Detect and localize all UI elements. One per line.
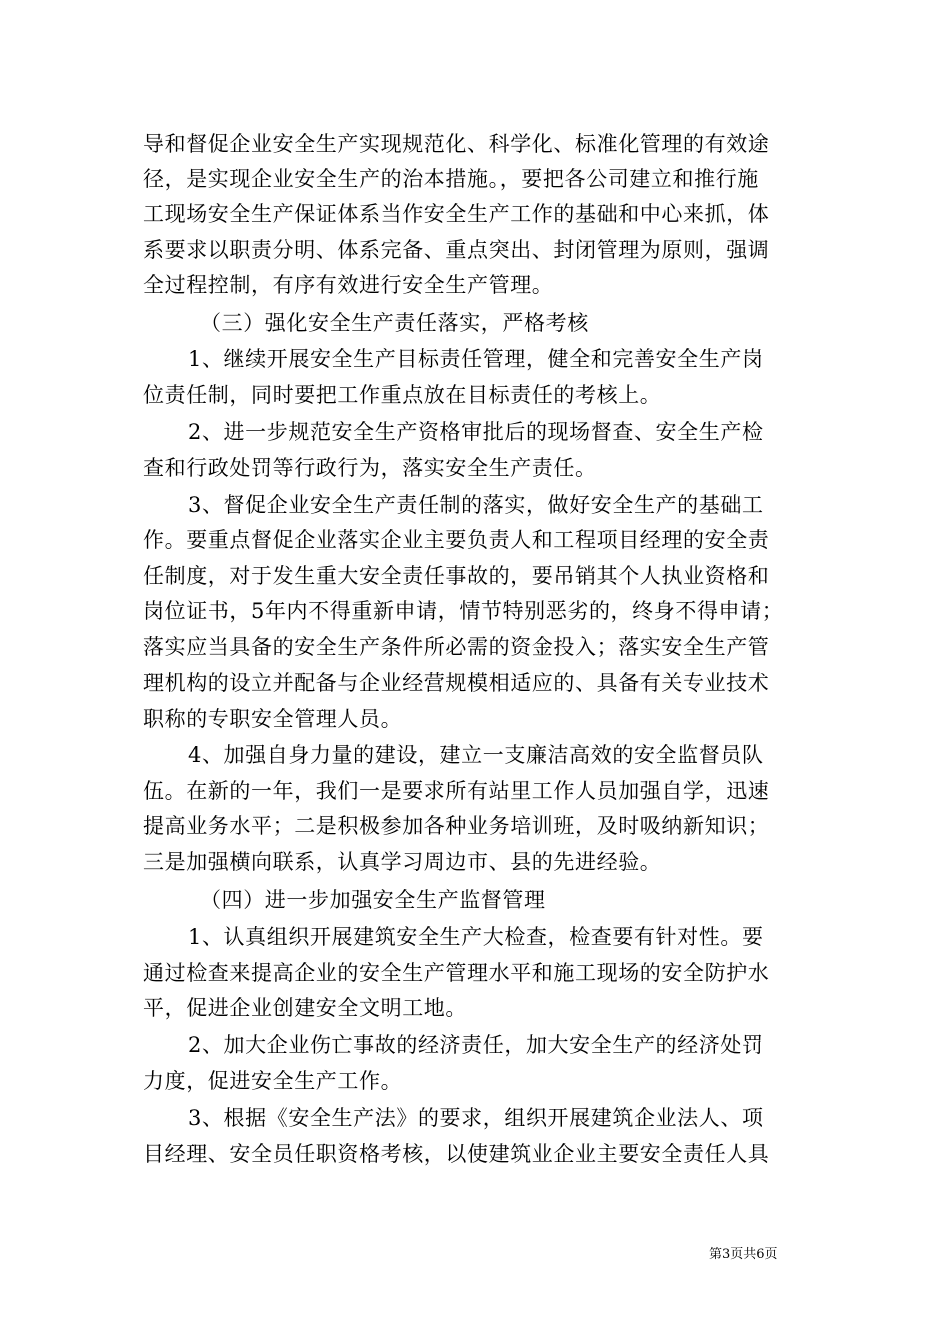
paragraph-line: 径，是实现企业安全生产的治本措施。，要把各公司建立和推行施 (143, 167, 759, 191)
paragraph-line: 位责任制，同时要把工作重点放在目标责任的考核上。 (143, 383, 662, 407)
section-heading: （四）进一步加强安全生产监督管理 (200, 888, 546, 912)
paragraph-line: 作。要重点督促企业落实企业主要负责人和工程项目经理的安全责 (143, 528, 770, 552)
paragraph-line: 落实应当具备的安全生产条件所必需的资金投入；落实安全生产管 (143, 635, 770, 659)
paragraph-line: 三是加强横向联系，认真学习周边市、县的先进经验。 (143, 850, 662, 874)
paragraph-line: 系要求以职责分明、体系完备、重点突出、封闭管理为原则，强调 (143, 238, 770, 262)
paragraph-line: 任制度，对于发生重大安全责任事故的，要吊销其个人执业资格和 (143, 564, 770, 588)
paragraph-line: 2、进一步规范安全生产资格审批后的现场督查、安全生产检 (188, 420, 764, 444)
paragraph-line: 1、继续开展安全生产目标责任管理，健全和完善安全生产岗 (188, 347, 764, 371)
paragraph-line: 平，促进企业创建安全文明工地。 (143, 996, 467, 1020)
paragraph-line: 通过检查来提高企业的安全生产管理水平和施工现场的安全防护水 (143, 961, 770, 985)
paragraph-line: 导和督促企业安全生产实现规范化、科学化、标准化管理的有效途 (143, 132, 770, 156)
paragraph-line: 1、认真组织开展建筑安全生产大检查，检查要有针对性。要 (188, 925, 764, 949)
paragraph-line: 工现场安全生产保证体系当作安全生产工作的基础和中心来抓，体 (143, 202, 770, 226)
section-heading: （三）强化安全生产责任落实，严格考核 (200, 311, 589, 335)
paragraph-line: 力度，促进安全生产工作。 (143, 1069, 403, 1093)
page-number: 第3页共6页 (709, 1247, 778, 1262)
paragraph-line: 全过程控制，有序有效进行安全生产管理。 (143, 273, 554, 297)
paragraph-line: 3、督促企业安全生产责任制的落实，做好安全生产的基础工 (188, 493, 764, 517)
paragraph-line: 3、根据《安全生产法》的要求，组织开展建筑企业法人、项 (188, 1106, 764, 1130)
paragraph-line: 岗位证书，5年内不得重新申请，情节特别恶劣的，终身不得申请； (143, 599, 784, 623)
paragraph-line: 目经理、安全员任职资格考核，以使建筑业企业主要安全责任人具 (143, 1142, 770, 1166)
paragraph-line: 伍。在新的一年，我们一是要求所有站里工作人员加强自学，迅速 (143, 779, 770, 803)
paragraph-line: 查和行政处罚等行政行为，落实安全生产责任。 (143, 456, 597, 480)
paragraph-line: 理机构的设立并配备与企业经营规模相适应的、具备有关专业技术 (143, 671, 770, 695)
paragraph-line: 职称的专职安全管理人员。 (143, 707, 403, 731)
paragraph-line: 4、加强自身力量的建设，建立一支廉洁高效的安全监督员队 (188, 743, 764, 767)
paragraph-line: 2、加大企业伤亡事故的经济责任，加大安全生产的经济处罚 (188, 1033, 764, 1057)
paragraph-line: 提高业务水平；二是积极参加各种业务培训班，及时吸纳新知识； (143, 814, 770, 838)
